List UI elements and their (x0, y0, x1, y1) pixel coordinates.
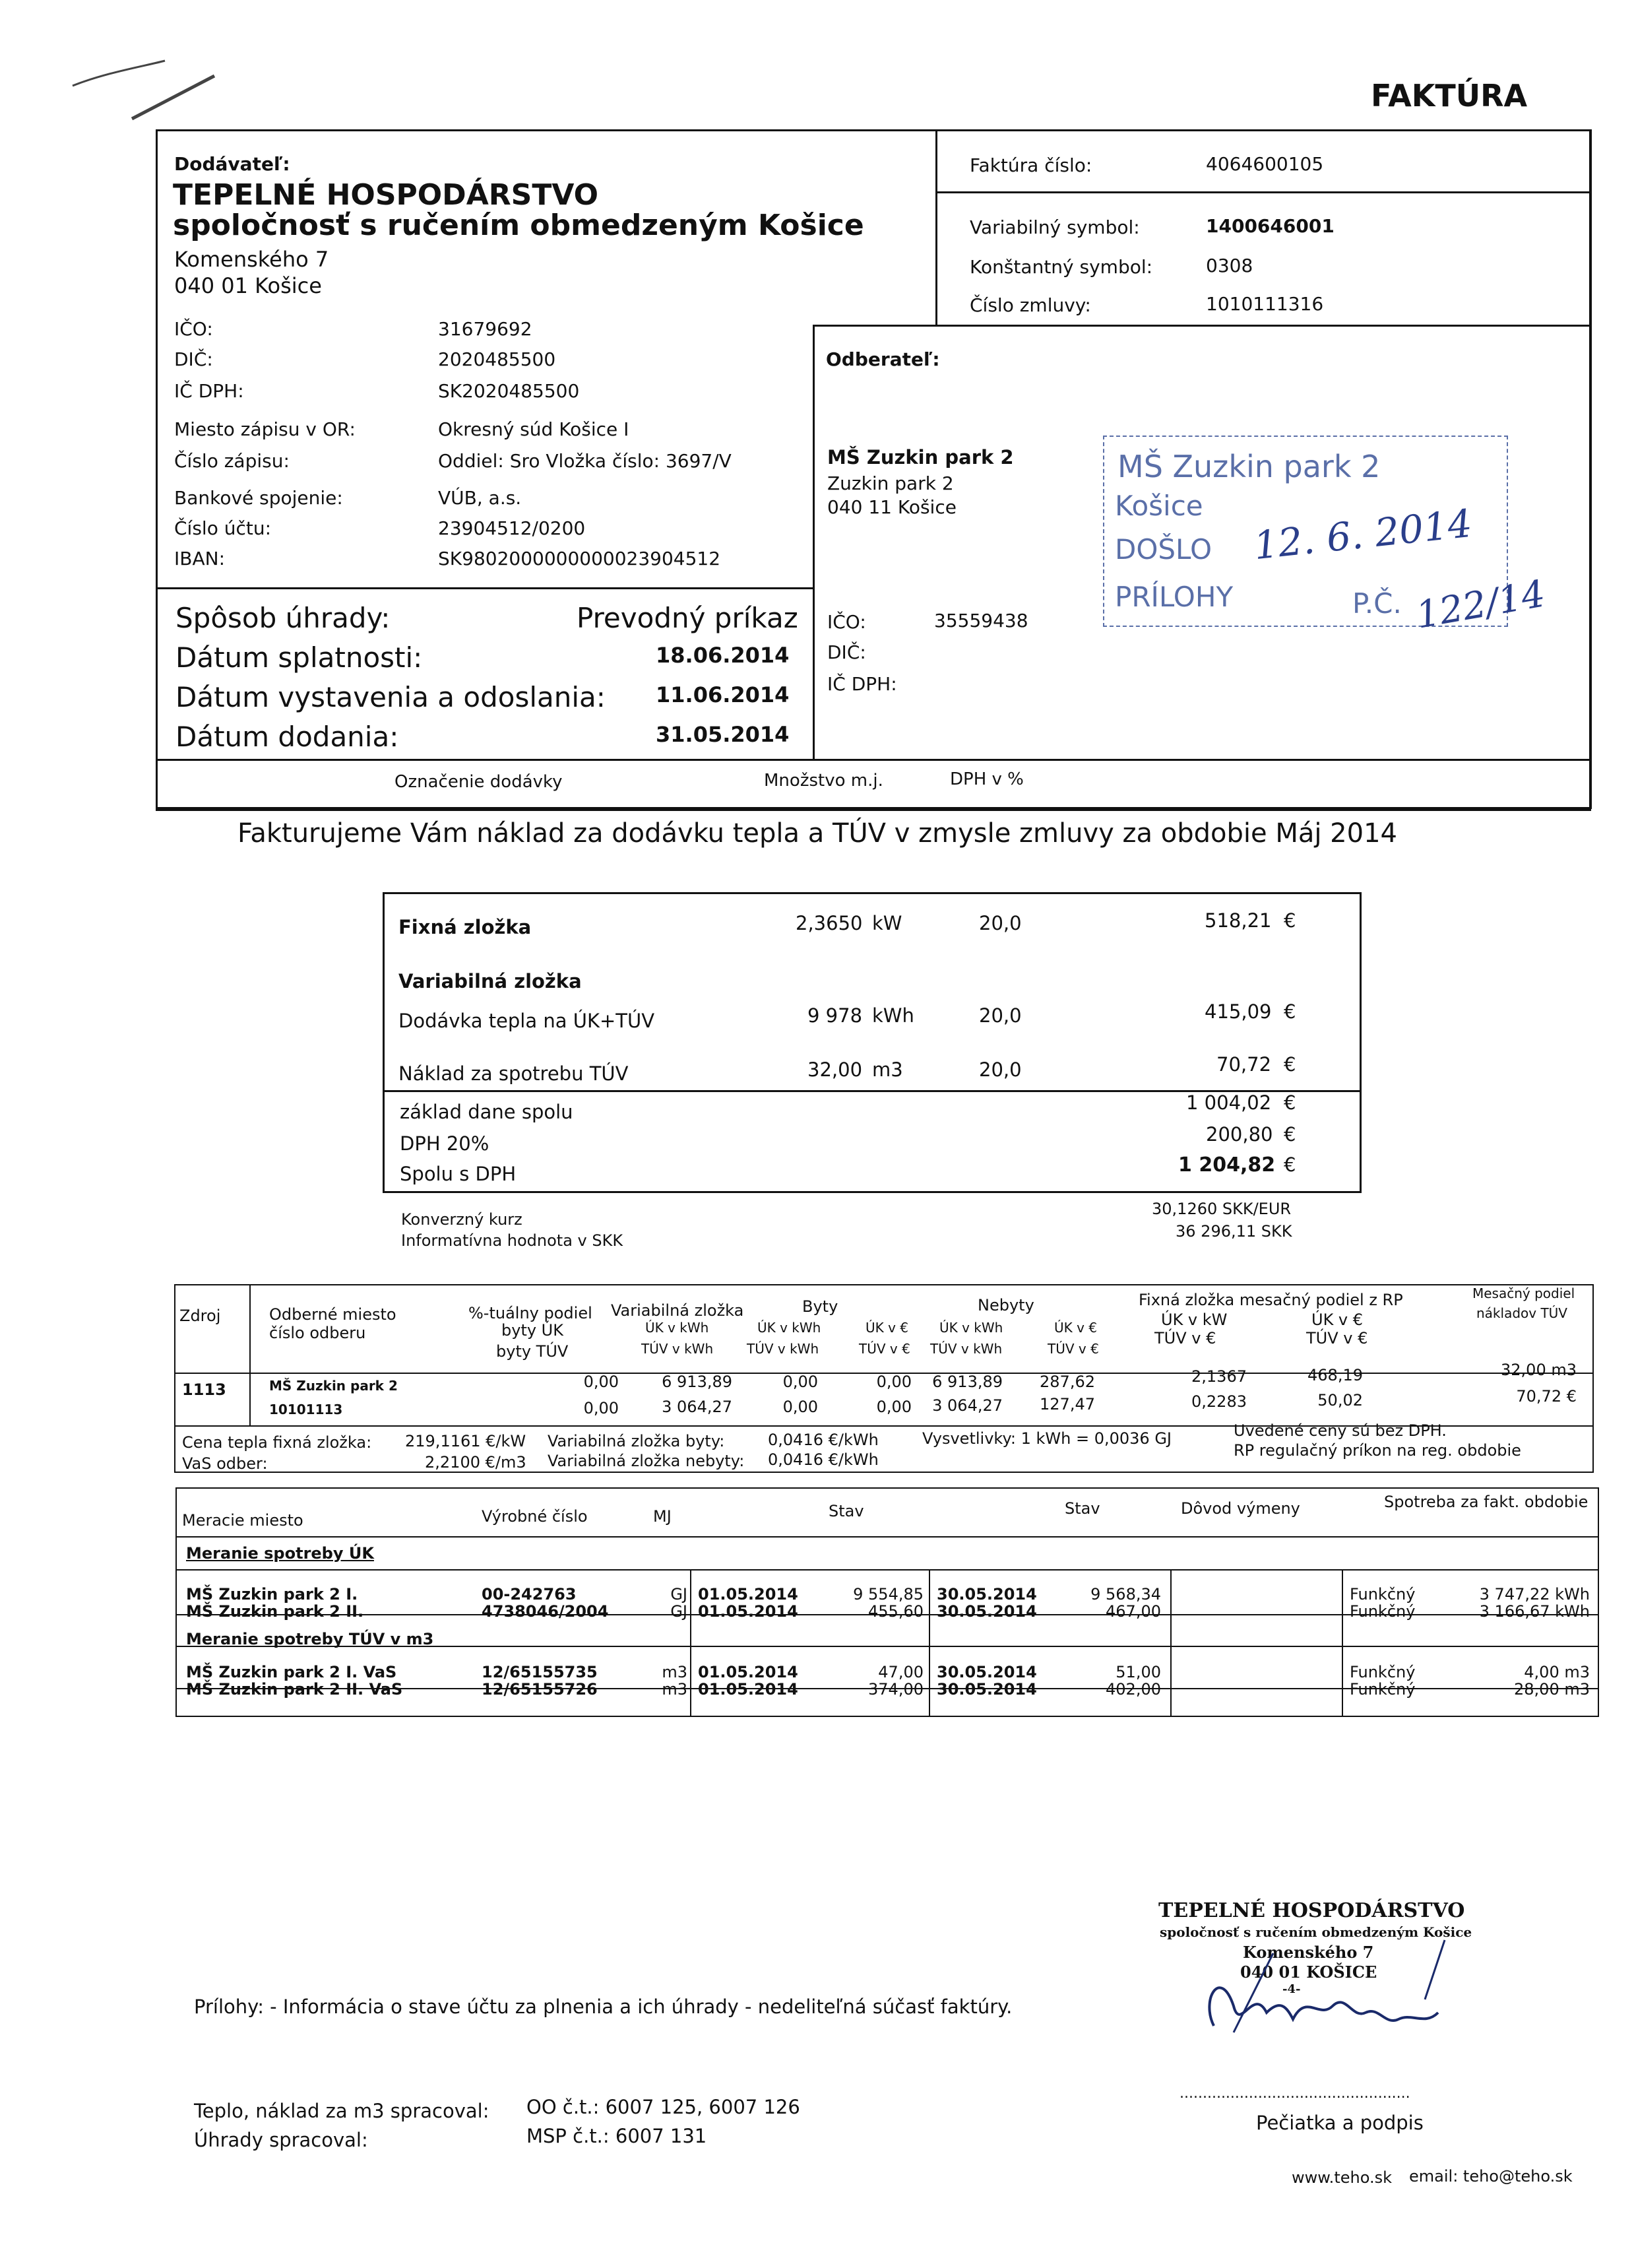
stamp-line1: TEPELNÉ HOSPODÁRSTVO (1158, 1899, 1465, 1922)
price-fix-label: Cena tepla fixná zložka: (182, 1433, 372, 1452)
dist-cell: 0,2283 (1191, 1392, 1247, 1411)
due-date-label: Dátum splatnosti: (175, 641, 423, 674)
meter-d1: 01.05.2014 (698, 1602, 798, 1621)
heat-vat: 20,0 (979, 1004, 1022, 1027)
meter-status: Funkčný (1350, 1680, 1416, 1699)
dist-h-uk-kw: ÚK v kW (1161, 1311, 1228, 1329)
received-stamp-line5: P.Č. (1352, 587, 1402, 620)
regno-label: Číslo zápisu: (174, 450, 290, 472)
dph-amount: 200,80 (1206, 1123, 1273, 1146)
note-rp: RP regulačný príkon na reg. obdobie (1234, 1441, 1521, 1460)
bank-label: Bankové spojenie: (174, 487, 343, 509)
column-qty: Množstvo m.j. (764, 771, 883, 791)
fixed-qty: 2,3650 (796, 912, 863, 934)
dist-h-tuv-eur-4: TÚV v € (1306, 1329, 1368, 1347)
customer-ico: 35559438 (934, 610, 1028, 632)
meter-section-tuv: Meranie spotreby TÚV v m3 (186, 1630, 434, 1648)
dist-cell: 0,00 (782, 1398, 818, 1416)
dist-cell: 32,00 m3 (1501, 1361, 1577, 1379)
dist-h-tuv-kwh-1: TÚV v kWh (641, 1341, 714, 1357)
meter-d2: 30.05.2014 (937, 1663, 1037, 1681)
heat-amount: 415,09 (1205, 1000, 1272, 1023)
processed-heat: OO č.t.: 6007 125, 6007 126 (526, 2096, 800, 2118)
base-amount: 1 004,02 (1186, 1091, 1272, 1114)
heat-label: Dodávka tepla na ÚK+TÚV (398, 1010, 655, 1032)
meter-cons: 28,00 m3 (1514, 1680, 1590, 1699)
total-amount: 1 204,82 (1178, 1153, 1276, 1177)
register-label: Miesto zápisu v OR: (174, 418, 356, 440)
var-nebyty: 0,0416 €/kWh (768, 1450, 879, 1469)
var-byty-label: Variabilná zložka byty: (548, 1432, 725, 1450)
meter-h-state1: Stav (829, 1502, 864, 1520)
ico-value: 31679692 (438, 318, 532, 340)
delivery-date: 31.05.2014 (656, 722, 790, 747)
received-stamp-line4: PRÍLOHY (1115, 581, 1234, 613)
meter-s2: 9 568,34 (1090, 1585, 1161, 1604)
dist-cell: 6 913,89 (662, 1373, 732, 1391)
dic-label: DIČ: (174, 348, 213, 370)
meter-h-state2: Stav (1065, 1499, 1100, 1518)
dist-cell: 3 064,27 (932, 1396, 1003, 1415)
processed-payments-label: Úhrady spracoval: (194, 2129, 368, 2151)
meter-status: Funkčný (1350, 1663, 1416, 1681)
meter-h-reason: Dôvod výmeny (1181, 1499, 1300, 1518)
dph-label: DPH 20% (400, 1132, 489, 1155)
dist-h-byty: Byty (802, 1297, 838, 1316)
base-currency: € (1284, 1091, 1296, 1114)
email-link[interactable]: email: teho@teho.sk (1409, 2167, 1573, 2186)
meter-cons: 4,00 m3 (1524, 1663, 1590, 1681)
dist-h-uk-kwh-1: ÚK v kWh (645, 1320, 709, 1336)
meter-s1: 9 554,85 (853, 1585, 924, 1604)
ks-label: Konštantný symbol: (970, 256, 1153, 278)
meter-mj: m3 (662, 1680, 687, 1699)
dist-h-mes2: nákladov TÚV (1476, 1305, 1567, 1321)
icdph-value: SK2020485500 (438, 380, 580, 402)
tuv-label: Náklad za spotrebu TÚV (398, 1062, 629, 1085)
meter-d2: 30.05.2014 (937, 1602, 1037, 1621)
dist-h-tuv-eur-2: TÚV v € (1048, 1341, 1099, 1357)
meter-place: MŠ Zuzkin park 2 I. VaS (186, 1663, 397, 1681)
meter-s2: 402,00 (1106, 1680, 1161, 1699)
tuv-qty: 32,00 (807, 1058, 863, 1081)
iban-value: SK9802000000000023904512 (438, 548, 721, 569)
heat-unit: kWh (872, 1004, 914, 1027)
stamp-line3: Komenského 7 (1243, 1943, 1374, 1962)
dist-h-zdroj: Zdroj (179, 1307, 221, 1325)
bank-value: VÚB, a.s. (438, 487, 522, 509)
dist-cell: 0,00 (876, 1373, 912, 1391)
meter-s1: 455,60 (868, 1602, 924, 1621)
due-date: 18.06.2014 (656, 643, 790, 668)
base-label: základ dane spolu (400, 1101, 573, 1123)
meter-h-place: Meracie miesto (182, 1511, 303, 1530)
dist-h-uk-eur-3: ÚK v € (1311, 1311, 1364, 1329)
meter-serial: 4738046/2004 (482, 1602, 609, 1621)
account-value: 23904512/0200 (438, 517, 586, 539)
dist-cell: 0,00 (583, 1373, 619, 1391)
vas-value: 2,2100 €/m3 (425, 1453, 526, 1472)
received-stamp-line3: DOŠLO (1115, 533, 1212, 566)
supplier-name: TEPELNÉ HOSPODÁRSTVO (173, 178, 599, 212)
fixed-unit: kW (872, 912, 902, 934)
dist-h-tuv-kwh-3: TÚV v kWh (930, 1341, 1003, 1357)
issue-date-label: Dátum vystavenia a odoslania: (175, 681, 606, 713)
dist-h-tuv-eur-3: TÚV v € (1154, 1329, 1216, 1347)
stamp-line2: spoločnosť s ručením obmedzeným Košice (1160, 1924, 1472, 1940)
dist-h-odb2: číslo odberu (269, 1324, 366, 1342)
price-fix: 219,1161 €/kW (405, 1432, 526, 1450)
received-number-handwritten: 122/14 (1412, 572, 1549, 637)
supplier-street: Komenského 7 (174, 247, 329, 272)
attachments: Prílohy: - Informácia o stave účtu za plnenia a ich úhrady - nedeliteľná súčasť faktúry. (194, 1995, 1013, 2018)
meter-s1: 47,00 (878, 1663, 924, 1681)
dist-h-pct2: byty ÚK (501, 1321, 563, 1340)
delivery-date-label: Dátum dodania: (175, 721, 399, 753)
meter-place: MŠ Zuzkin park 2 II. (186, 1602, 364, 1621)
conversion-value: 30,1260 SKK/EUR (1152, 1200, 1292, 1218)
dist-cell: 70,72 € (1516, 1387, 1577, 1406)
meter-h-serial: Výrobné číslo (482, 1507, 588, 1526)
variable-label: Variabilná zložka (398, 970, 582, 992)
tuv-unit: m3 (872, 1058, 903, 1081)
pen-mark-icon (66, 46, 224, 132)
dist-h-nebyty: Nebyty (978, 1296, 1034, 1314)
stamp-line5: -4- (1282, 1982, 1301, 1996)
invoice-intro: Fakturujeme Vám náklad za dodávku tepla a TÚV v zmysle zmluvy za obdobie Máj 2014 (237, 818, 1397, 849)
dist-h-odb1: Odberné miesto (269, 1305, 396, 1324)
iban-label: IBAN: (174, 548, 225, 569)
dist-cell: 127,47 (1040, 1395, 1095, 1413)
invoice-number-label: Faktúra číslo: (970, 154, 1092, 176)
website-link[interactable]: www.teho.sk (1292, 2168, 1392, 2187)
meter-section-uk: Meranie spotreby ÚK (186, 1544, 374, 1563)
meter-s2: 467,00 (1106, 1602, 1161, 1621)
signature (1174, 1927, 1464, 2046)
ico-label: IČO: (174, 318, 213, 340)
dist-h-uk-kwh-2: ÚK v kWh (757, 1320, 821, 1336)
processed-heat-label: Teplo, náklad za m3 spracoval: (194, 2100, 489, 2122)
dist-cell: 0,00 (583, 1399, 619, 1417)
note-prices: Uvedené ceny sú bez DPH. (1234, 1421, 1447, 1440)
dist-h-uk-kwh-3: ÚK v kWh (939, 1320, 1003, 1336)
customer-label: Odberateľ: (826, 348, 940, 370)
customer-name: MŠ Zuzkin park 2 (827, 446, 1014, 469)
meter-d1: 01.05.2014 (698, 1680, 798, 1699)
heat-qty: 9 978 (807, 1004, 863, 1027)
signature-label: Pečiatka a podpis (1256, 2112, 1424, 2134)
dist-cell: 468,19 (1307, 1366, 1363, 1384)
contract-value: 1010111316 (1206, 293, 1324, 315)
meter-d2: 30.05.2014 (937, 1585, 1037, 1604)
total-currency: € (1284, 1153, 1296, 1176)
heat-currency: € (1284, 1000, 1296, 1023)
supplier-city: 040 01 Košice (174, 273, 322, 298)
dist-cell: 2,1367 (1191, 1367, 1247, 1386)
var-byty: 0,0416 €/kWh (768, 1431, 879, 1449)
processed-payments: MSP č.t.: 6007 131 (526, 2125, 707, 2147)
meter-mj: m3 (662, 1663, 687, 1681)
info-value: 36 296,11 SKK (1176, 1222, 1292, 1241)
issue-date: 11.06.2014 (656, 682, 790, 707)
meter-d1: 01.05.2014 (698, 1585, 798, 1604)
total-label: Spolu s DPH (400, 1163, 517, 1185)
dist-h-fix: Fixná zložka mesačný podiel z RP (1139, 1291, 1403, 1309)
dist-cell: 287,62 (1040, 1373, 1095, 1391)
dist-cell: 50,02 (1317, 1391, 1363, 1409)
tuv-currency: € (1284, 1053, 1296, 1076)
tuv-vat: 20,0 (979, 1058, 1022, 1081)
dist-h-uk-eur-1: ÚK v € (865, 1320, 909, 1336)
tuv-amount: 70,72 (1216, 1053, 1272, 1076)
meter-mj: GJ (670, 1602, 687, 1621)
meter-status: Funkčný (1350, 1602, 1416, 1621)
regno-value: Oddiel: Sro Vložka číslo: 3697/V (438, 450, 732, 472)
dist-h-tuv-kwh-2: TÚV v kWh (747, 1341, 819, 1357)
vs-value: 1400646001 (1206, 215, 1335, 237)
var-nebyty-label: Variabilná zložka nebyty: (548, 1452, 745, 1470)
received-date-handwritten: 12. 6. 2014 (1251, 500, 1474, 569)
vas-label: VaS odber: (182, 1454, 268, 1473)
customer-ico-label: IČO: (827, 611, 866, 633)
meter-h-mj: MJ (653, 1507, 672, 1526)
dist-cell: 3 064,27 (662, 1398, 732, 1416)
customer-icdph-label: IČ DPH: (827, 673, 897, 695)
signature-dots: .................................................. (1180, 2085, 1410, 2102)
dist-h-pct1: %-tuálny podiel (468, 1304, 592, 1322)
dist-h-mes1: Mesačný podiel (1472, 1285, 1575, 1301)
dist-zdroj: 1113 (182, 1380, 226, 1399)
meter-serial: 00-242763 (482, 1585, 577, 1604)
supplier-label: Dodávateľ: (174, 153, 290, 175)
meter-cons: 3 166,67 kWh (1479, 1602, 1590, 1621)
column-vat: DPH v % (950, 769, 1024, 789)
legend: Vysvetlivky: 1 kWh = 0,0036 GJ (922, 1429, 1172, 1448)
supplier-name-2: spoločnosť s ručením obmedzeným Košice (173, 209, 864, 242)
meter-serial: 12/65155735 (482, 1663, 598, 1681)
document-title: FAKTÚRA (1371, 78, 1528, 113)
dist-odb-name: MŠ Zuzkin park 2 (269, 1378, 398, 1394)
register-value: Okresný súd Košice I (438, 418, 629, 440)
dic-value: 2020485500 (438, 348, 556, 370)
contract-label: Číslo zmluvy: (970, 294, 1091, 316)
dist-h-var: Variabilná zložka (611, 1301, 744, 1320)
meter-mj: GJ (670, 1585, 687, 1604)
customer-street: Zuzkin park 2 (827, 472, 954, 494)
conversion-label: Konverzný kurz (401, 1210, 522, 1229)
invoice-number: 4064600105 (1206, 153, 1324, 175)
meter-place: MŠ Zuzkin park 2 II. VaS (186, 1680, 403, 1699)
meter-s2: 51,00 (1116, 1663, 1161, 1681)
dist-h-pct3: byty TÚV (496, 1342, 569, 1361)
meter-serial: 12/65155726 (482, 1680, 598, 1699)
received-stamp-line1: MŠ Zuzkin park 2 (1117, 449, 1381, 484)
vs-label: Variabilný symbol: (970, 216, 1140, 238)
dist-cell: 0,00 (782, 1373, 818, 1391)
icdph-label: IČ DPH: (174, 380, 244, 402)
fixed-amount: 518,21 (1205, 909, 1272, 932)
meter-place: MŠ Zuzkin park 2 I. (186, 1585, 358, 1604)
dist-cell: 6 913,89 (932, 1373, 1003, 1391)
dph-currency: € (1284, 1123, 1296, 1146)
received-stamp-line2: Košice (1115, 490, 1203, 522)
meter-h-consumption: Spotreba za fakt. obdobie (1384, 1493, 1589, 1511)
payment-method-label: Spôsob úhrady: (175, 602, 391, 634)
dist-odb-no: 10101113 (269, 1402, 343, 1417)
fixed-currency: € (1284, 909, 1296, 932)
ks-value: 0308 (1206, 255, 1253, 276)
meter-d2: 30.05.2014 (937, 1680, 1037, 1699)
account-label: Číslo účtu: (174, 517, 272, 539)
dist-cell: 0,00 (876, 1398, 912, 1416)
meter-d1: 01.05.2014 (698, 1663, 798, 1681)
dist-h-tuv-eur-1: TÚV v € (859, 1341, 910, 1357)
payment-method: Prevodný príkaz (577, 602, 798, 634)
info-label: Informatívna hodnota v SKK (401, 1231, 623, 1250)
fixed-label: Fixná zložka (398, 916, 532, 938)
column-item: Označenie dodávky (394, 772, 563, 792)
meter-status: Funkčný (1350, 1585, 1416, 1604)
stamp-line4: 040 01 KOŠICE (1240, 1962, 1377, 1982)
customer-city: 040 11 Košice (827, 496, 957, 518)
fixed-vat: 20,0 (979, 912, 1022, 934)
meter-s1: 374,00 (868, 1680, 924, 1699)
meter-cons: 3 747,22 kWh (1479, 1585, 1590, 1604)
dist-h-uk-eur-2: ÚK v € (1054, 1320, 1098, 1336)
customer-dic-label: DIČ: (827, 641, 866, 663)
